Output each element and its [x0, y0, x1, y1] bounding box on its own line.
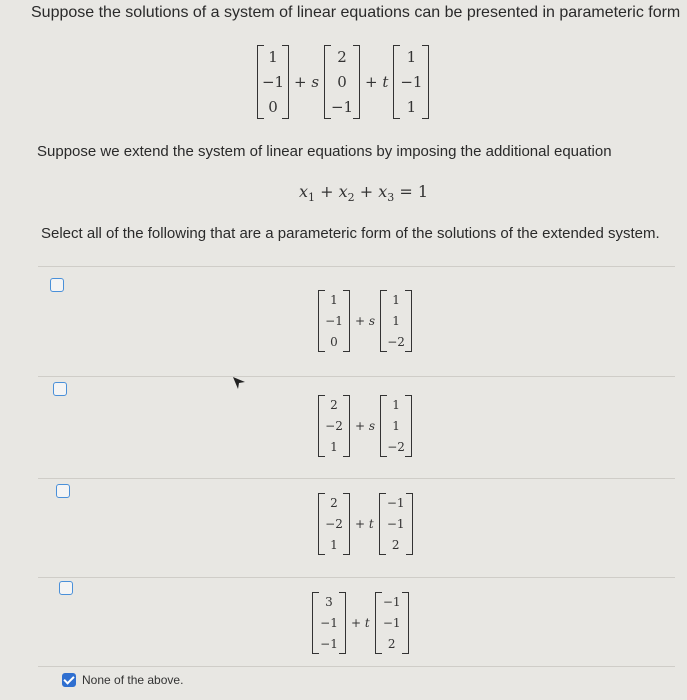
plus-param-operator: + t [355, 517, 374, 531]
plus-param-operator: + t [351, 616, 370, 630]
matrix-entry: 2 [387, 636, 396, 651]
matrix-entry: 1 [330, 439, 338, 454]
option-4-expression [312, 592, 409, 654]
matrix-entry: 0 [268, 97, 278, 116]
matrix-entry: −1 [320, 636, 338, 651]
matrix-entry: 1 [330, 293, 338, 308]
option-3-direction-vector [379, 493, 413, 555]
matrix-entry: −1 [330, 97, 354, 116]
option-1-direction-vector [380, 290, 412, 352]
option-4-checkbox[interactable] [59, 581, 73, 595]
extend-text: Suppose we extend the system of linear equations by imposing the additional equation [37, 143, 612, 160]
divider [38, 266, 675, 267]
matrix-entry: −1 [325, 313, 343, 328]
matrix-entry: −1 [400, 72, 423, 91]
matrix-entry: 1 [406, 97, 417, 116]
matrix-entry: 1 [392, 418, 400, 433]
matrix-entry: 3 [325, 595, 333, 610]
matrix-entry: −1 [382, 595, 401, 610]
matrix-entry: 0 [337, 72, 347, 91]
given-solution [257, 45, 429, 119]
mouse-cursor-icon [232, 376, 246, 390]
option-4-base-vector [312, 592, 346, 654]
matrix-entry: −2 [387, 439, 405, 454]
additional-equation: $x_1 + x_2 + x_3 = 1$ [299, 182, 429, 205]
option-3-base-vector [318, 493, 350, 555]
matrix-entry: −2 [387, 334, 405, 349]
given-base-vector [257, 45, 289, 119]
option-2-base-vector [318, 395, 350, 457]
matrix-entry: −1 [382, 615, 401, 630]
matrix-entry: −1 [386, 516, 405, 531]
given-direction-vector-2 [393, 45, 429, 119]
given-direction-vector-1 [324, 45, 360, 119]
matrix-entry: −1 [320, 615, 338, 630]
option-3-expression [318, 493, 413, 555]
none-of-above-label[interactable]: None of the above. [82, 673, 184, 687]
none-of-above-checkbox[interactable] [62, 673, 76, 687]
option-1-base-vector [318, 290, 350, 352]
matrix-entry: 2 [330, 496, 338, 511]
select-instruction: Select all of the following that are a parameteric form of the solutions of the extended system. [41, 225, 660, 242]
matrix-entry: 1 [330, 537, 338, 552]
matrix-entry: 1 [392, 293, 400, 308]
matrix-entry: 1 [392, 313, 400, 328]
matrix-entry: 2 [337, 48, 347, 67]
divider [38, 478, 675, 479]
matrix-entry: −2 [325, 516, 343, 531]
option-1-expression [318, 290, 412, 352]
plus-t-operator: + t [365, 73, 389, 91]
divider [38, 376, 675, 377]
matrix-entry: −2 [325, 418, 343, 433]
plus-s-operator: + s [294, 73, 320, 91]
option-2-checkbox[interactable] [53, 382, 67, 396]
matrix-entry: 1 [406, 48, 417, 67]
option-1-checkbox[interactable] [50, 278, 64, 292]
matrix-entry: 2 [391, 537, 400, 552]
option-4-direction-vector [375, 592, 409, 654]
matrix-entry: −1 [261, 72, 285, 91]
matrix-entry: 2 [330, 398, 338, 413]
option-2-expression [318, 395, 412, 457]
matrix-entry: −1 [386, 496, 405, 511]
plus-param-operator: + s [355, 419, 376, 433]
matrix-entry: 1 [268, 48, 278, 67]
question-intro: Suppose the solutions of a system of linear equations can be presented in parameteric form [31, 4, 681, 21]
option-3-checkbox[interactable] [56, 484, 70, 498]
matrix-entry: 1 [392, 398, 400, 413]
plus-param-operator: + s [355, 314, 376, 328]
option-2-direction-vector [380, 395, 412, 457]
matrix-entry: 0 [330, 334, 338, 349]
divider [38, 666, 675, 667]
divider [38, 577, 675, 578]
